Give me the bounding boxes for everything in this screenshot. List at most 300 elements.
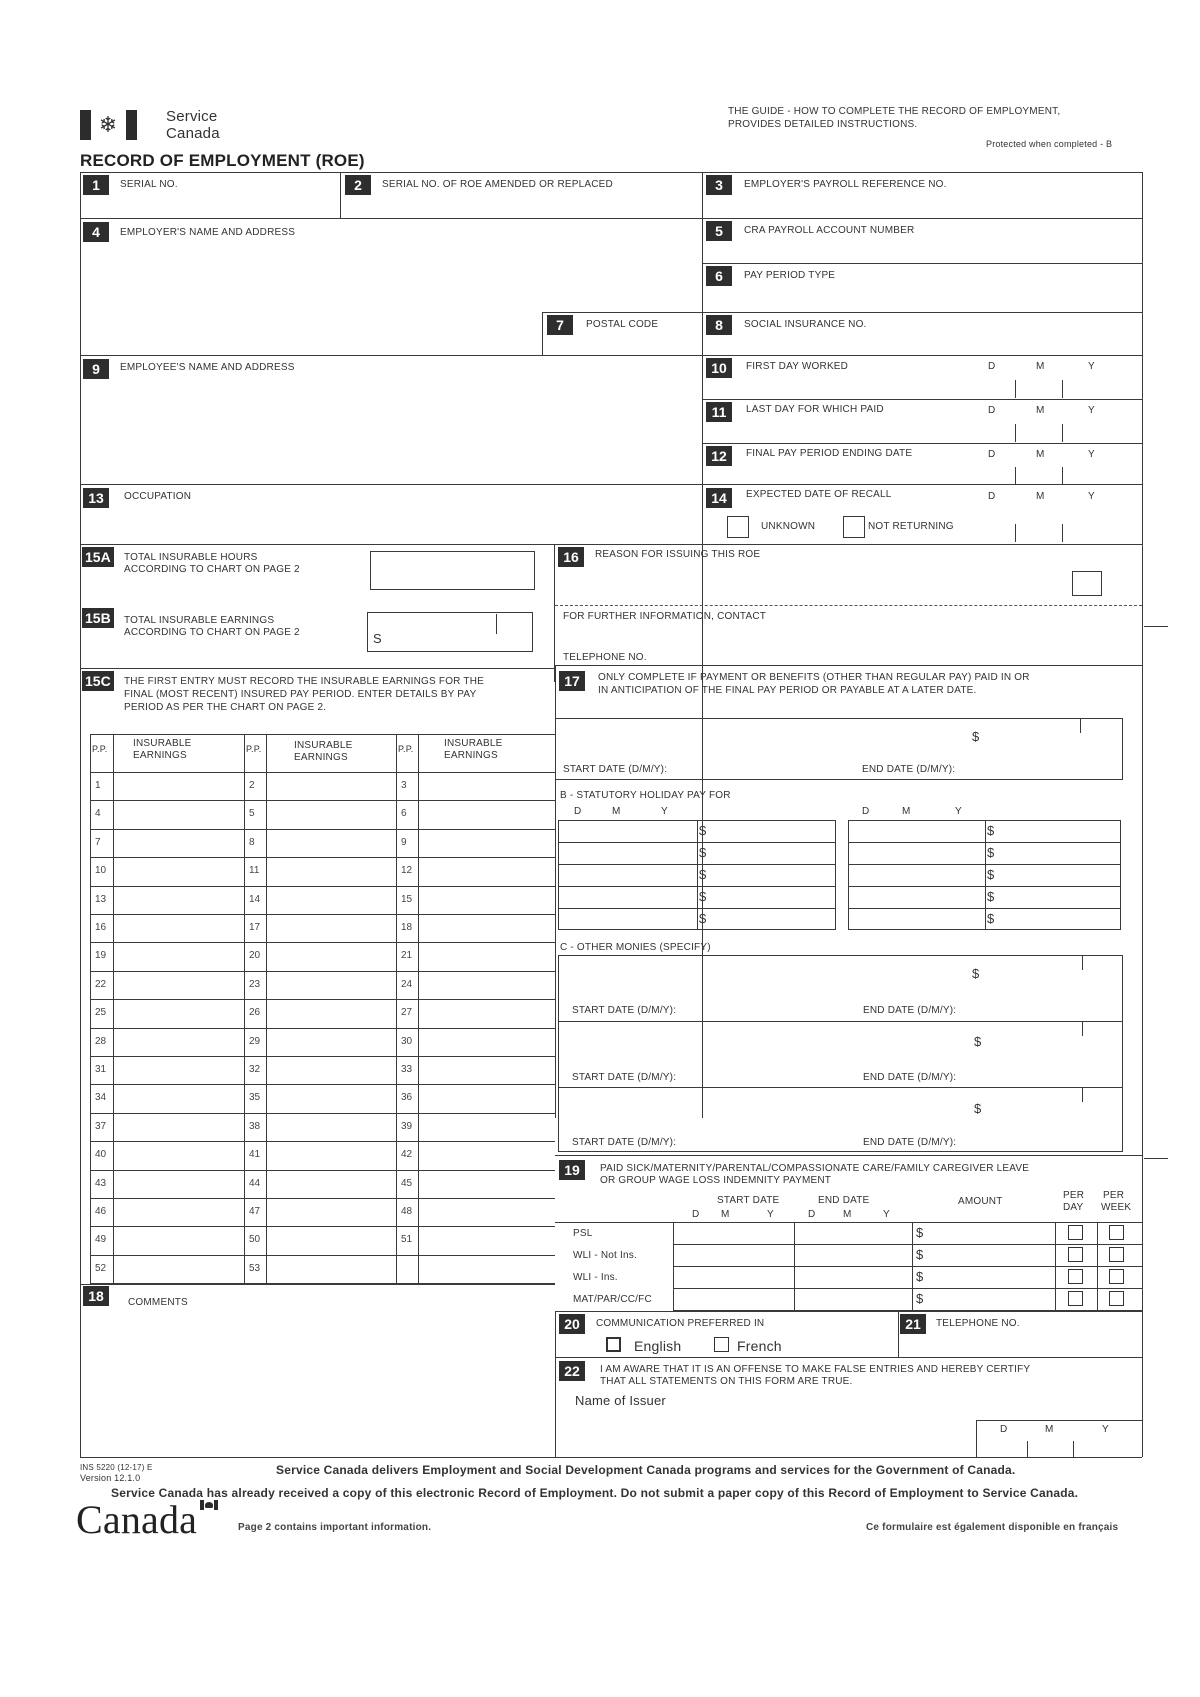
stat-m-right: M — [902, 806, 911, 817]
pay-period-number: 49 — [95, 1234, 107, 1246]
box-15c-line2: FINAL (MOST RECENT) INSURED PAY PERIOD. ENTER DETAILS BY PAY — [124, 689, 477, 700]
reason-code-input[interactable] — [1072, 571, 1102, 596]
stat-m-left: M — [612, 806, 621, 817]
box-5-number: 5 — [706, 221, 732, 241]
insurable-earnings-cell[interactable] — [114, 1256, 243, 1282]
insurable-earnings-cell[interactable] — [114, 943, 243, 969]
pp-header-3: P.P. — [398, 744, 414, 754]
other-3-start: START DATE (D/M/Y): — [572, 1137, 677, 1148]
insurable-earnings-cell[interactable] — [267, 1199, 395, 1225]
statutory-date-cell[interactable] — [849, 843, 984, 863]
leave-type-label: WLI - Not Ins. — [573, 1250, 637, 1261]
pay-period-number: 46 — [95, 1206, 107, 1217]
box-6-number: 6 — [706, 266, 732, 286]
pay-period-number: 9 — [401, 836, 407, 848]
employee-name-address-field[interactable] — [81, 356, 701, 484]
pay-period-number: 33 — [401, 1064, 413, 1075]
date-m-11: M — [1036, 405, 1045, 416]
box-22-line2: THAT ALL STATEMENTS ON THIS FORM ARE TRUE. — [600, 1376, 853, 1387]
box-15a-number: 15A — [82, 547, 114, 567]
received-notice: Service Canada has already received a copy of this electronic Record of Employment. Do not submit a paper copy of this Record of Employment to Service Canada. — [111, 1486, 1079, 1500]
pay-period-number: 27 — [401, 1007, 413, 1019]
pay-period-number: 6 — [401, 808, 407, 820]
box-19-y2: Y — [883, 1209, 890, 1220]
statutory-currency: $ — [699, 845, 707, 860]
pay-period-number: 42 — [401, 1149, 413, 1161]
per-day-checkbox[interactable] — [1068, 1247, 1083, 1262]
box-3-number: 3 — [706, 175, 732, 195]
payroll-reference-field[interactable] — [703, 172, 1142, 218]
box-19-line2: OR GROUP WAGE LOSS INDEMNITY PAYMENT — [600, 1175, 832, 1186]
statutory-amount-cell[interactable] — [711, 821, 834, 841]
box-15c-line3: PERIOD AS PER THE CHART ON PAGE 2. — [124, 702, 327, 713]
pay-period-number: 52 — [95, 1262, 107, 1274]
pay-period-number: 13 — [95, 893, 107, 905]
leave-end-date-cell[interactable] — [795, 1289, 911, 1309]
recall-date-field[interactable] — [970, 516, 1120, 542]
date-y-12: Y — [1088, 449, 1095, 460]
pay-period-number: 24 — [401, 978, 413, 990]
page2-notice: Page 2 contains important information. — [238, 1522, 432, 1533]
pay-period-number: 47 — [249, 1206, 261, 1217]
pay-period-number: 53 — [249, 1262, 261, 1274]
leave-currency: $ — [916, 1247, 924, 1262]
pay-period-number: 2 — [249, 780, 255, 791]
insurable-earnings-cell[interactable] — [419, 915, 554, 941]
insurable-earnings-cell[interactable] — [267, 1000, 395, 1026]
insurable-earnings-cell[interactable] — [114, 1171, 243, 1197]
date-y-10: Y — [1088, 361, 1095, 372]
insurable-earnings-cell[interactable] — [419, 943, 554, 969]
box-1-label: SERIAL NO. — [120, 179, 178, 190]
comments-field[interactable] — [81, 1308, 554, 1456]
english-checkbox[interactable] — [606, 1337, 621, 1352]
leave-end-date-cell[interactable] — [795, 1267, 911, 1287]
per-week-checkbox[interactable] — [1109, 1291, 1124, 1306]
box-8-number: 8 — [706, 315, 732, 335]
insurable-earnings-cell[interactable] — [419, 1029, 554, 1055]
statutory-currency: $ — [699, 889, 707, 904]
box-19-d1: D — [692, 1209, 700, 1220]
insurable-earnings-cell[interactable] — [267, 915, 395, 941]
box-17-number: 17 — [559, 671, 585, 691]
statutory-amount-cell[interactable] — [999, 887, 1119, 907]
insurable-earnings-cell[interactable] — [419, 887, 554, 913]
pay-period-number: 19 — [95, 950, 107, 962]
statutory-amount-cell[interactable] — [999, 909, 1119, 929]
pp-header-2: P.P. — [246, 744, 262, 754]
date-m-10: M — [1036, 361, 1045, 372]
insurable-earnings-cell[interactable] — [419, 1000, 554, 1026]
pay-period-number: 28 — [95, 1035, 107, 1047]
date-d-12: D — [988, 449, 996, 460]
insurable-earnings-cell[interactable] — [419, 1142, 554, 1168]
date-d-14: D — [988, 491, 996, 502]
insurable-earnings-cell[interactable] — [114, 915, 243, 941]
statutory-currency: $ — [987, 889, 995, 904]
leave-amount-cell[interactable] — [930, 1267, 1054, 1287]
box-4-label: EMPLOYER'S NAME AND ADDRESS — [120, 227, 296, 238]
statutory-amount-cell[interactable] — [711, 843, 834, 863]
government-flag-logo — [80, 110, 140, 140]
stat-d-left: D — [574, 806, 582, 817]
insurable-earnings-cell[interactable] — [267, 830, 395, 856]
insurable-earnings-cell[interactable] — [114, 1085, 243, 1111]
insurable-earnings-cell[interactable] — [267, 801, 395, 827]
insurable-earnings-cell[interactable] — [419, 801, 554, 827]
pay-period-number: 41 — [249, 1149, 261, 1161]
box-4-number: 4 — [83, 222, 109, 242]
statutory-date-cell[interactable] — [559, 821, 696, 841]
insurable-earnings-cell[interactable] — [267, 1029, 395, 1055]
pay-period-number: 12 — [401, 865, 413, 877]
wordmark-flag-icon — [200, 1500, 218, 1510]
other-1-start: START DATE (D/M/Y): — [572, 1005, 677, 1016]
pay-period-number: 48 — [401, 1206, 413, 1217]
insurable-earnings-cell[interactable] — [114, 1199, 243, 1225]
statutory-date-cell[interactable] — [559, 843, 696, 863]
insurable-earnings-cell[interactable] — [114, 972, 243, 998]
insurable-earnings-cell[interactable] — [419, 972, 554, 998]
pay-period-number: 16 — [95, 922, 107, 933]
pay-period-number: 17 — [249, 922, 261, 933]
box-7-label: POSTAL CODE — [586, 319, 659, 330]
statutory-amount-cell[interactable] — [999, 821, 1119, 841]
box-10-number: 10 — [706, 358, 732, 378]
statutory-amount-cell[interactable] — [711, 887, 834, 907]
cra-account-field[interactable] — [703, 219, 1142, 263]
insurable-earnings-cell[interactable] — [267, 1256, 395, 1282]
pay-period-number: 35 — [249, 1092, 261, 1104]
insurable-earnings-cell[interactable] — [419, 1114, 554, 1140]
other-monies-grid — [558, 955, 1123, 1152]
insurable-earnings-cell[interactable] — [419, 858, 554, 884]
leave-start-date-cell[interactable] — [674, 1289, 793, 1309]
statutory-column-divider — [697, 820, 698, 930]
leave-type-label: PSL — [573, 1228, 593, 1239]
insurable-earnings-cell[interactable] — [419, 1199, 554, 1225]
other-3-currency: $ — [974, 1101, 982, 1116]
box-14-number: 14 — [706, 488, 732, 508]
issue-y: Y — [1102, 1424, 1109, 1435]
per-day-checkbox[interactable] — [1068, 1269, 1083, 1284]
box-2-number: 2 — [345, 175, 371, 195]
last-day-paid-field[interactable] — [970, 418, 1120, 442]
per-day-checkbox[interactable] — [1068, 1225, 1083, 1240]
insurable-earnings-cell[interactable] — [114, 858, 243, 884]
statutory-amount-cell[interactable] — [711, 909, 834, 929]
insurable-earnings-cell[interactable] — [267, 1142, 395, 1168]
leave-currency: $ — [916, 1291, 924, 1306]
box-21-label: TELEPHONE NO. — [936, 1318, 1020, 1329]
box-15b-number: 15B — [82, 608, 114, 628]
per-day-checkbox[interactable] — [1068, 1291, 1083, 1306]
box-22-number: 22 — [559, 1361, 585, 1381]
insurable-earnings-cell[interactable] — [114, 830, 243, 856]
box-19-perweek1: PER — [1103, 1190, 1125, 1201]
statutory-amount-cell[interactable] — [711, 865, 834, 885]
leave-end-date-cell[interactable] — [795, 1245, 911, 1265]
pay-period-number: 20 — [249, 950, 261, 962]
pay-period-number: 5 — [249, 808, 255, 820]
insurable-earnings-cell[interactable] — [114, 1142, 243, 1168]
contact-divider — [555, 605, 1142, 606]
form-number: INS 5220 (12-17) E — [80, 1463, 153, 1472]
statutory-currency: $ — [987, 867, 995, 882]
statutory-date-cell[interactable] — [559, 909, 696, 929]
final-pay-period-date-field[interactable] — [970, 462, 1120, 484]
statutory-amount-cell[interactable] — [999, 865, 1119, 885]
insurable-earnings-cell[interactable] — [267, 887, 395, 913]
pay-period-number: 37 — [95, 1120, 107, 1132]
issue-d: D — [1000, 1424, 1008, 1435]
form-title: RECORD OF EMPLOYMENT (ROE) — [80, 151, 365, 170]
form-version: Version 12.1.0 — [80, 1473, 141, 1483]
statutory-date-cell[interactable] — [559, 887, 696, 907]
box-14-label: EXPECTED DATE OF RECALL — [746, 489, 892, 500]
leave-start-date-cell[interactable] — [674, 1245, 793, 1265]
unknown-checkbox[interactable] — [727, 516, 749, 538]
pay-period-number: 36 — [401, 1092, 413, 1104]
insurable-earnings-cell[interactable] — [114, 1227, 243, 1253]
insurable-earnings-cell[interactable] — [114, 887, 243, 913]
box-1-number: 1 — [83, 175, 109, 195]
per-week-checkbox[interactable] — [1109, 1247, 1124, 1262]
box-19-d2: D — [808, 1209, 816, 1220]
other-2-currency: $ — [974, 1034, 982, 1049]
box-6-label: PAY PERIOD TYPE — [744, 270, 836, 281]
date-y-14: Y — [1088, 491, 1095, 502]
box-19-perday1: PER — [1063, 1190, 1085, 1201]
box-16-number: 16 — [558, 547, 584, 567]
per-week-checkbox[interactable] — [1109, 1225, 1124, 1240]
insurable-earnings-cell[interactable] — [267, 972, 395, 998]
stat-y-left: Y — [661, 806, 668, 817]
box-19-perday2: DAY — [1063, 1202, 1084, 1213]
guide-line-1: THE GUIDE - HOW TO COMPLETE THE RECORD OF EMPLOYMENT, — [728, 106, 1061, 117]
leave-end-date-cell[interactable] — [795, 1223, 911, 1243]
other-2-start: START DATE (D/M/Y): — [572, 1072, 677, 1083]
statutory-currency: $ — [699, 823, 707, 838]
pay-period-number: 40 — [95, 1149, 107, 1161]
box-11-label: LAST DAY FOR WHICH PAID — [746, 404, 884, 415]
box-17-line2: IN ANTICIPATION OF THE FINAL PAY PERIOD OR PAYABLE AT A LATER DATE. — [598, 685, 977, 696]
pay-period-number: 26 — [249, 1007, 261, 1019]
box-22-line1: I AM AWARE THAT IT IS AN OFFENSE TO MAKE FALSE ENTRIES AND HEREBY CERTIFY — [600, 1364, 1031, 1375]
insurable-earnings-cell[interactable] — [267, 1227, 395, 1253]
not-returning-label: NOT RETURNING — [868, 521, 954, 532]
pay-period-number: 29 — [249, 1035, 261, 1047]
statutory-date-cell[interactable] — [849, 909, 984, 929]
statutory-date-cell[interactable] — [849, 887, 984, 907]
first-day-worked-field[interactable] — [970, 374, 1120, 398]
earnings-header-3a: INSURABLE — [444, 738, 503, 749]
telephone-field[interactable] — [899, 1330, 1142, 1356]
insurable-earnings-cell[interactable] — [419, 1085, 554, 1111]
per-week-checkbox[interactable] — [1109, 1269, 1124, 1284]
date-y-11: Y — [1088, 405, 1095, 416]
box-19-start: START DATE — [717, 1195, 780, 1206]
box-19-number: 19 — [559, 1160, 585, 1180]
statutory-column-divider — [985, 820, 986, 930]
insurable-earnings-cell[interactable] — [267, 1085, 395, 1111]
pay-period-number: 18 — [401, 922, 413, 933]
date-m-12: M — [1036, 449, 1045, 460]
box-3-label: EMPLOYER'S PAYROLL REFERENCE NO. — [744, 179, 947, 190]
insurable-earnings-cell[interactable] — [114, 801, 243, 827]
insurable-earnings-cell[interactable] — [267, 858, 395, 884]
contact-label: FOR FURTHER INFORMATION, CONTACT — [563, 611, 767, 622]
leave-start-date-cell[interactable] — [674, 1267, 793, 1287]
pay-period-number: 1 — [95, 780, 101, 791]
serial-no-field[interactable] — [80, 172, 340, 218]
pay-period-number: 22 — [95, 978, 107, 990]
delivers-notice: Service Canada delivers Employment and Social Development Canada programs and services for the Government of Canada. — [276, 1463, 1016, 1477]
issuer-name-field[interactable] — [660, 1392, 960, 1414]
pay-period-number: 10 — [95, 865, 107, 877]
pay-period-number: 3 — [401, 780, 407, 791]
earnings-header-1b: EARNINGS — [133, 750, 187, 761]
statutory-date-cell[interactable] — [849, 865, 984, 885]
insurable-earnings-cell[interactable] — [419, 1227, 554, 1253]
insurable-earnings-cell[interactable] — [114, 1029, 243, 1055]
contact-field[interactable] — [556, 622, 1142, 646]
insurable-earnings-cell[interactable] — [114, 1000, 243, 1026]
brand-service: Service — [166, 108, 218, 125]
leave-currency: $ — [916, 1269, 924, 1284]
pay-period-number: 21 — [401, 950, 413, 962]
pay-period-number: 23 — [249, 978, 261, 990]
occupation-field[interactable] — [81, 485, 701, 544]
date-d-11: D — [988, 405, 996, 416]
pay-period-number: 45 — [401, 1177, 413, 1189]
box-12-number: 12 — [706, 446, 732, 466]
box-13-number: 13 — [83, 488, 109, 508]
other-1-currency: $ — [972, 966, 980, 981]
insurable-earnings-cell[interactable] — [267, 943, 395, 969]
statutory-currency: $ — [699, 911, 707, 926]
box-19-amount: AMOUNT — [958, 1196, 1003, 1207]
box-16-label: REASON FOR ISSUING THIS ROE — [595, 549, 761, 560]
pay-period-number: 7 — [95, 836, 101, 848]
insurable-earnings-cell[interactable] — [114, 1057, 243, 1083]
leave-amount-cell[interactable] — [930, 1245, 1054, 1265]
box-18-label: COMMENTS — [128, 1297, 188, 1308]
box-19-m2: M — [843, 1209, 852, 1220]
box-15b-line1: TOTAL INSURABLE EARNINGS — [124, 615, 275, 626]
pay-period-number: 14 — [249, 893, 261, 905]
insurable-earnings-cell[interactable] — [267, 773, 395, 799]
pay-period-number: 8 — [249, 836, 255, 848]
guide-line-2: PROVIDES DETAILED INSTRUCTIONS. — [728, 119, 918, 130]
insurable-earnings-cell[interactable] — [419, 1057, 554, 1083]
english-label: English — [634, 1338, 682, 1354]
pay-period-number: 15 — [401, 893, 413, 905]
box-19-line1: PAID SICK/MATERNITY/PARENTAL/COMPASSIONATE CARE/FAMILY CAREGIVER LEAVE — [600, 1163, 1030, 1174]
box-12-label: FINAL PAY PERIOD ENDING DATE — [746, 448, 913, 459]
earnings-header-1a: INSURABLE — [133, 738, 192, 749]
leave-start-date-cell[interactable] — [674, 1223, 793, 1243]
pay-period-number: 4 — [95, 808, 101, 820]
box-17a-start: START DATE (D/M/Y): — [563, 764, 668, 775]
insurable-earnings-cell[interactable] — [267, 1057, 395, 1083]
not-returning-checkbox[interactable] — [843, 516, 865, 538]
french-checkbox[interactable] — [714, 1337, 729, 1352]
pay-period-number: 30 — [401, 1035, 413, 1047]
box-17a-currency: $ — [972, 729, 980, 744]
box-19-m1: M — [721, 1209, 730, 1220]
protected-notice: Protected when completed - B — [986, 139, 1113, 149]
insurable-earnings-cell[interactable] — [267, 1171, 395, 1197]
leave-amount-cell[interactable] — [930, 1223, 1054, 1243]
pay-period-number: 31 — [95, 1064, 107, 1075]
box-21-number: 21 — [900, 1314, 926, 1334]
french-notice: Ce formulaire est également disponible en français — [866, 1522, 1119, 1533]
box-9-label: EMPLOYEE'S NAME AND ADDRESS — [120, 362, 295, 373]
insurable-earnings-input[interactable] — [367, 612, 533, 652]
statutory-currency: $ — [987, 911, 995, 926]
insurable-earnings-cell[interactable] — [114, 773, 243, 799]
brand-canada: Canada — [166, 125, 220, 142]
box-7-number: 7 — [547, 315, 573, 335]
insurable-earnings-cell[interactable] — [419, 773, 554, 799]
pay-period-number: 51 — [401, 1234, 413, 1246]
issue-m: M — [1045, 1424, 1054, 1435]
statutory-currency: $ — [987, 845, 995, 860]
other-3-end: END DATE (D/M/Y): — [863, 1137, 957, 1148]
box-19-end: END DATE — [818, 1195, 870, 1206]
statutory-currency: $ — [987, 823, 995, 838]
earnings-header-2a: INSURABLE — [294, 740, 353, 751]
pay-period-number: 43 — [95, 1177, 107, 1189]
leave-type-label: WLI - Ins. — [573, 1272, 618, 1283]
box-17-line1: ONLY COMPLETE IF PAYMENT OR BENEFITS (OTHER THAN REGULAR PAY) PAID IN OR — [598, 672, 1030, 683]
insurable-earnings-cell[interactable] — [419, 1171, 554, 1197]
leave-amount-cell[interactable] — [930, 1289, 1054, 1309]
earnings-header-2b: EARNINGS — [294, 752, 348, 763]
box-8-label: SOCIAL INSURANCE NO. — [744, 319, 867, 330]
insurable-hours-input[interactable] — [370, 551, 535, 590]
statutory-amount-cell[interactable] — [999, 843, 1119, 863]
statutory-date-cell[interactable] — [559, 865, 696, 885]
pay-period-number: 39 — [401, 1120, 413, 1132]
date-m-14: M — [1036, 491, 1045, 502]
maple-leaf-icon: ❄ — [98, 112, 118, 137]
box-20-label: COMMUNICATION PREFERRED IN — [596, 1318, 765, 1329]
postal-code-field[interactable] — [543, 313, 701, 355]
pay-period-number: 11 — [249, 865, 260, 877]
insurable-earnings-cell[interactable] — [114, 1114, 243, 1140]
leave-currency: $ — [916, 1225, 924, 1240]
box-19-perweek2: WEEK — [1101, 1202, 1132, 1213]
statutory-date-cell[interactable] — [849, 821, 984, 841]
insurable-earnings-cell[interactable] — [267, 1114, 395, 1140]
amended-serial-field[interactable] — [341, 172, 701, 218]
leave-type-label: MAT/PAR/CC/FC — [573, 1294, 652, 1305]
pay-period-type-field[interactable] — [703, 264, 1142, 312]
box-13-label: OCCUPATION — [124, 491, 192, 502]
box-15a-line1: TOTAL INSURABLE HOURS — [124, 552, 258, 563]
other-1-end: END DATE (D/M/Y): — [863, 1005, 957, 1016]
issuer-label: Name of Issuer — [575, 1393, 666, 1408]
pay-period-number: 34 — [95, 1092, 107, 1104]
box-9-number: 9 — [83, 359, 109, 379]
french-label: French — [737, 1338, 782, 1354]
box-18-number: 18 — [83, 1286, 109, 1306]
box-2-label: SERIAL NO. OF ROE AMENDED OR REPLACED — [382, 179, 613, 190]
sin-field[interactable] — [703, 313, 1142, 355]
insurable-earnings-cell[interactable] — [419, 830, 554, 856]
